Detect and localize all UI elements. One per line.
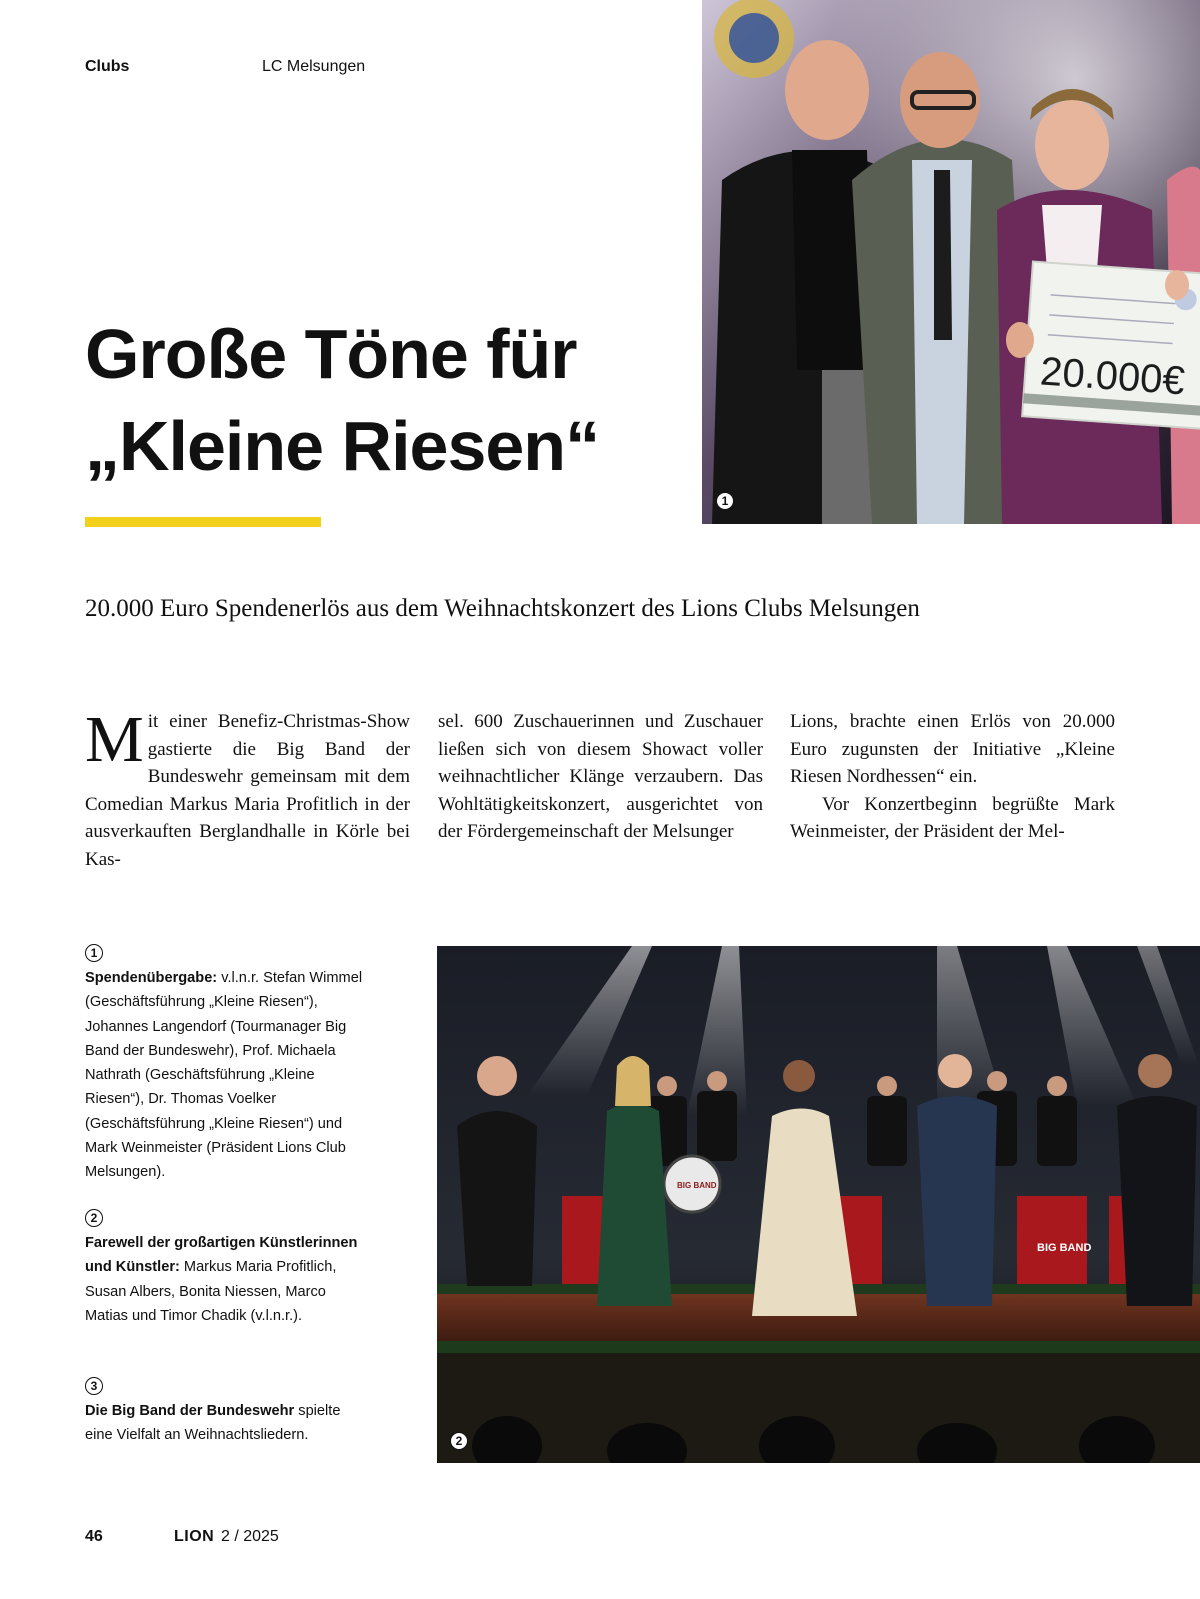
dropcap: M [85,703,144,776]
body-text-2: sel. 600 Zuschauerinnen und Zuschauer ließen sich von diesem Showact voller weihnachtlicher Klänge verzaubern. Das Wohltätigkeitskonzert, ausgerichtet von der Fördergemeinschaft der Melsunger [438,711,763,842]
photo-donation-handover [702,0,1200,524]
photo-stage-farewell [437,946,1200,1463]
photo-stage-illustration [437,946,1200,1463]
caption-1-text: v.l.n.r. Stefan Wimmel (Geschäftsführung „Kleine Riesen“), Johannes Langendorf (Tourmanager Big Band der Bundeswehr), Prof. Michaela Nathrath (Geschäftsführung „Kleine Riesen“), Dr. Thomas Voelker (Geschäftsführung „Kleine Riesen“) und Mark Weinmeister (Präsident Lions Club Melsungen). [85,970,363,1181]
photo-donation-illustration [702,0,1200,524]
caption-1-heading: Spendenübergabe: [85,970,218,986]
photo2-badge: 2 [450,1432,468,1450]
headline-line-2: „Kleine Riesen“ [85,407,600,485]
headline-line-1: Große Töne für [85,315,577,393]
caption-2 [85,1209,365,1328]
body-column-2 [438,708,763,846]
caption-3-text: spielte eine Vielfalt an Weihnachtsliedern. [85,1403,341,1444]
caption-3-badge: 3 [85,1377,103,1395]
section-label: Clubs [85,58,130,75]
headline [85,308,685,492]
page-number: 46 [85,1528,103,1545]
body-column-1 [85,703,410,873]
caption-2-heading: Farewell der großartigen Künstlerinnen und Künstler: [85,1235,358,1276]
body-text-1: it einer Benefiz-Christmas-Show gastierte die Big Band der Bundeswehr gemeinsam mit dem Comedian Markus Maria Profitlich in der ausverkauften Berglandhalle in Körle bei Kas- [85,711,410,870]
caption-3-heading: Die Big Band der Bundeswehr [85,1403,295,1419]
photo1-badge: 1 [716,492,734,510]
caption-3 [85,1377,365,1448]
drum-label: BIG BAND [677,1181,717,1190]
magazine-name: LION [174,1528,215,1545]
standfirst: 20.000 Euro Spendenerlös aus dem Weihnachtskonzert des Lions Clubs Melsungen [85,595,920,622]
caption-1 [85,944,365,1185]
accent-divider [85,517,321,527]
issue-number: 2 / 2025 [221,1528,279,1545]
caption-2-text: Markus Maria Profitlich, Susan Albers, Bonita Niessen, Marco Matias und Timor Chadik (v.l.n.r.). [85,1259,337,1324]
caption-2-badge: 2 [85,1209,103,1227]
club-label: LC Melsungen [262,58,366,75]
banner-label: BIG BAND [1037,1242,1092,1254]
body-text-3a: Lions, brachte einen Erlös von 20.000 Euro zugunsten der Initiative „Kleine Riesen Nordhessen“ ein. [790,711,1115,787]
body-column-3 [790,708,1115,846]
caption-1-badge: 1 [85,944,103,962]
cheque-amount: 20.000€ [1038,349,1187,404]
body-text-3b: Vor Konzertbeginn begrüßte Mark Weinmeister, der Präsident der Mel- [790,793,1115,842]
